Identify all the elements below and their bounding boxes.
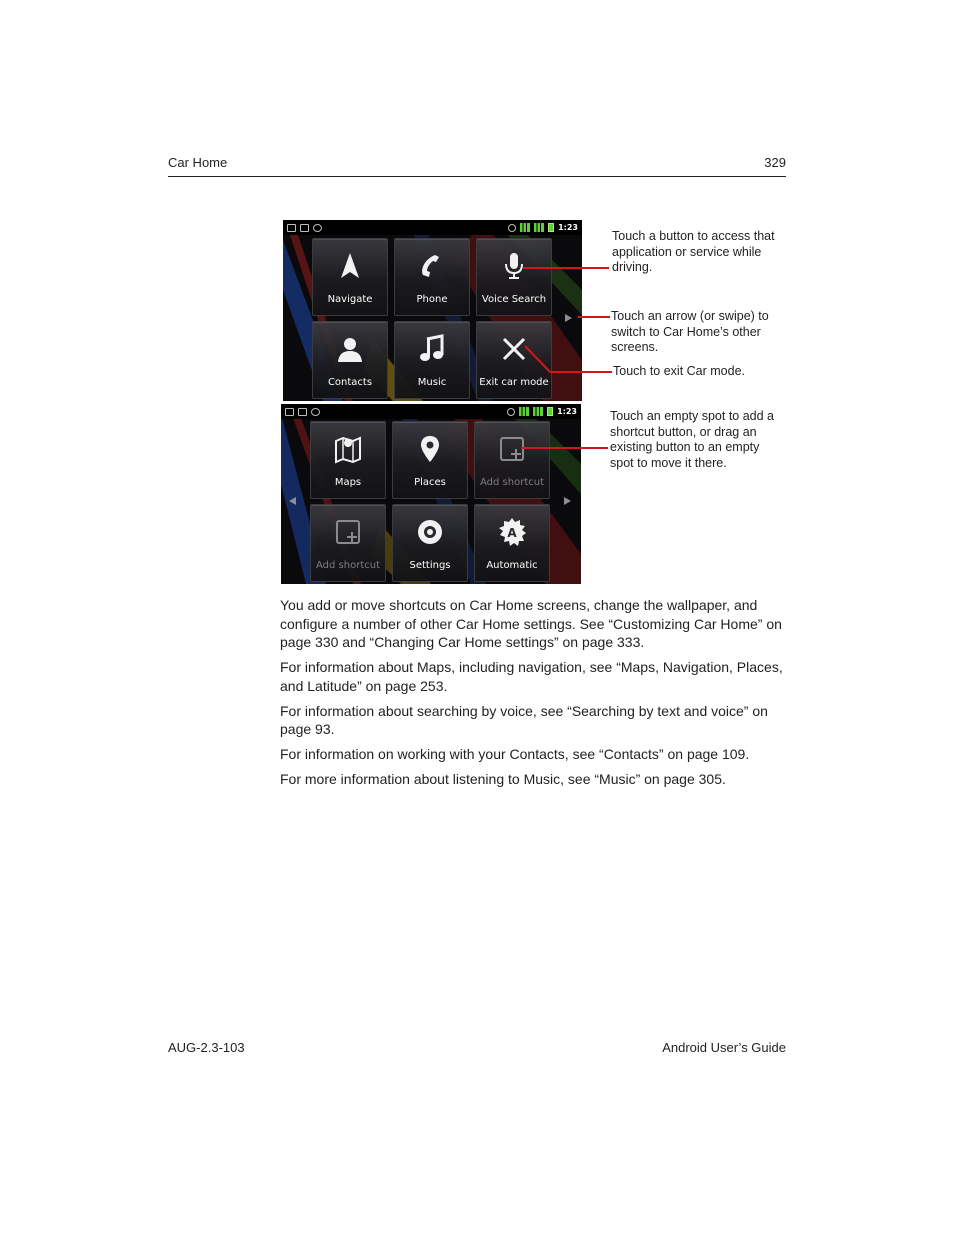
svg-text:A: A <box>507 526 517 540</box>
paragraph: For more information about listening to Music, see “Music” on page 305. <box>280 770 726 787</box>
tile-label: Music <box>417 377 447 388</box>
footer-doc-id: AUG-2.3-103 <box>168 1040 245 1055</box>
tile-label: Navigate <box>327 294 373 305</box>
paragraph: For information about Maps, including navigation, see “Maps, Navigation, Places, and Latitude” on page 253. <box>280 659 783 694</box>
body-text <box>280 596 786 795</box>
tile-label: Automatic <box>486 560 538 571</box>
tile-label: Phone <box>416 294 448 305</box>
callout-buttons: Touch a button to access that application or service while driving. <box>612 229 775 275</box>
tile-label: Voice Search <box>481 294 547 305</box>
footer-title: Android User’s Guide <box>662 1040 786 1055</box>
callout-shortcut: Touch an empty spot to add a shortcut button, or drag an existing button to an empty spot to move it there. <box>610 409 774 470</box>
status-clock: 1:23 <box>558 223 578 232</box>
paragraph: For information about searching by voice, see “Searching by text and voice” on page 93. <box>280 702 768 738</box>
paragraph: You add or move shortcuts on Car Home screens, change the wallpaper, and configure a number of other Car Home settings. See “Customizing Car Home” on page 330 and “Changing Car Home settings” on page 333. <box>280 597 782 651</box>
page-number: 329 <box>764 155 786 170</box>
tile-label: Exit car mode <box>479 377 549 388</box>
callout-exit: Touch to exit Car mode. <box>613 364 746 378</box>
status-clock: 1:23 <box>557 407 577 416</box>
tile-label: Settings <box>409 560 451 571</box>
paragraph: For information on working with your Contacts, see “Contacts” on page 109. <box>280 746 750 763</box>
tile-label: Add shortcut <box>316 560 380 571</box>
tile-label: Add shortcut <box>480 477 544 488</box>
tile-label: Contacts <box>327 377 373 388</box>
tile-label: Places <box>414 477 446 488</box>
running-header-section: Car Home <box>168 155 228 170</box>
callout-arrow: Touch an arrow (or swipe) to switch to Car Home’s other screens. <box>611 309 769 355</box>
tile-label: Maps <box>334 477 362 488</box>
